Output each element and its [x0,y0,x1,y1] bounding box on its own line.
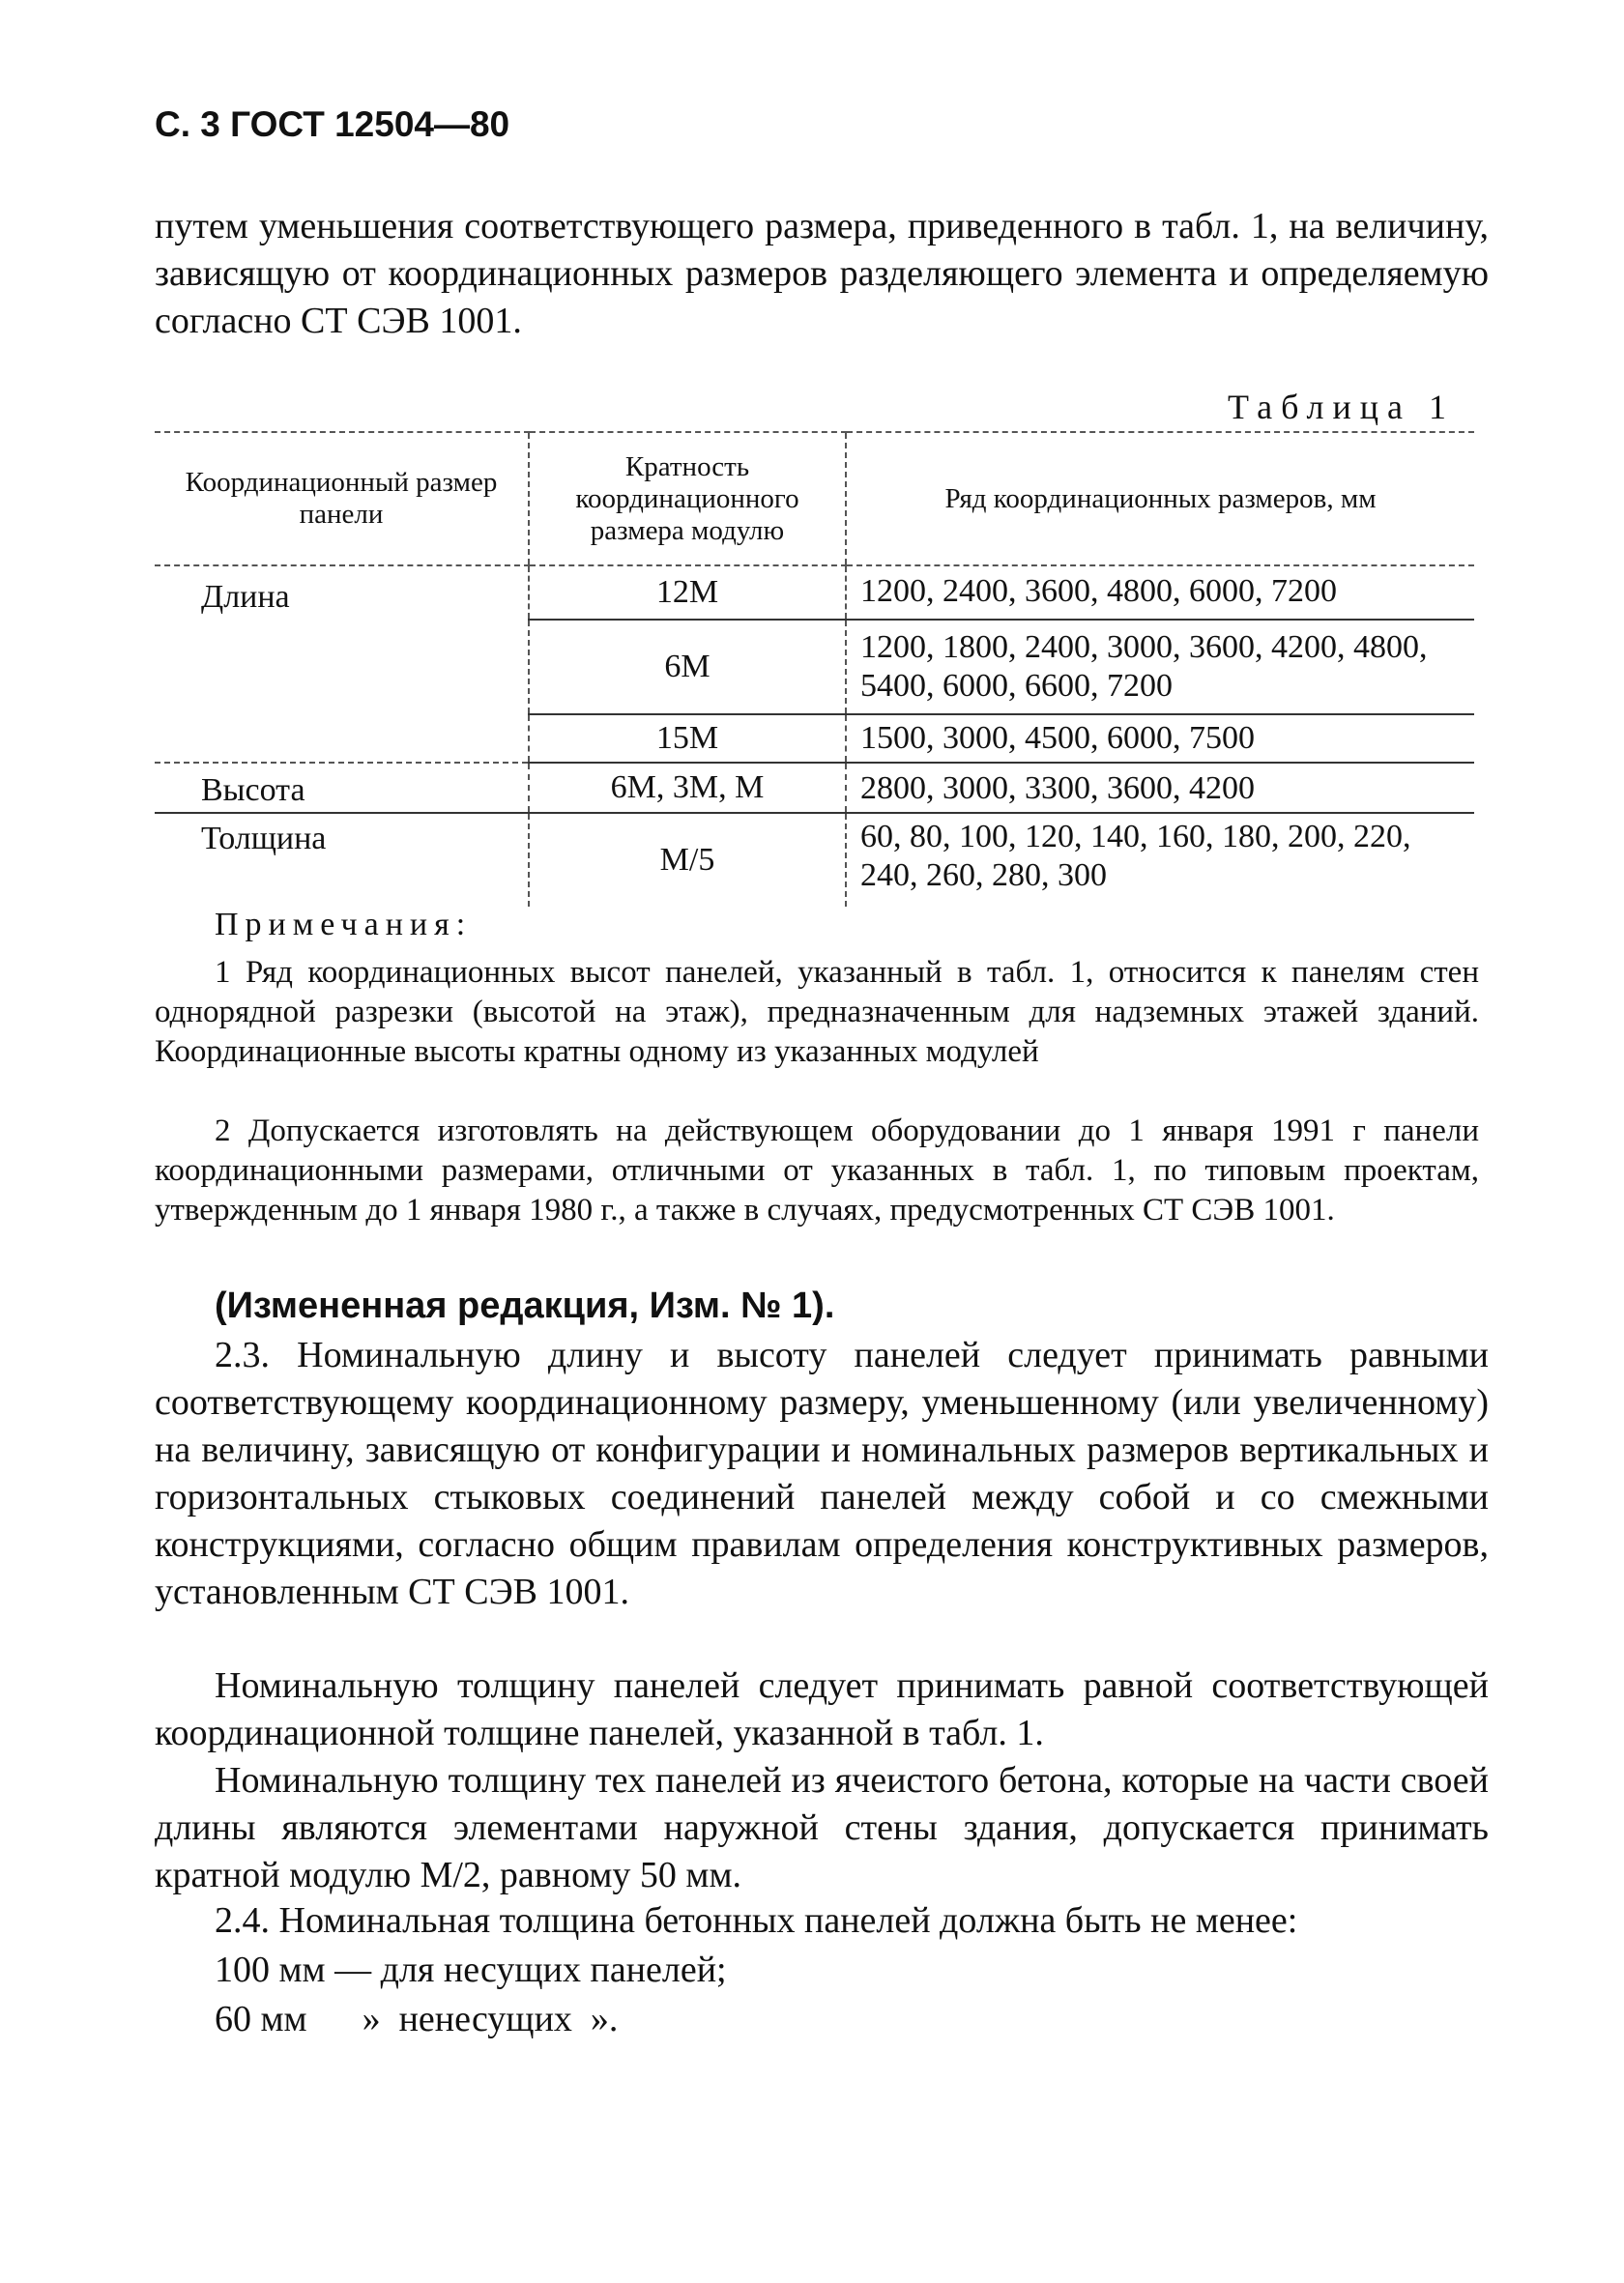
cell-values: 2800, 3000, 3300, 3600, 4200 [846,763,1474,813]
page-header: С. 3 ГОСТ 12504—80 [155,104,510,144]
paragraph-2-4: 2.4. Номинальная толщина бетонных панелей должна быть не менее: [215,1900,1298,1941]
cell-mult: 6М [529,620,846,714]
header-size-range: Ряд координационных размеров, мм [846,432,1474,565]
coordination-sizes-table [155,431,1474,907]
notes-title: Примечания: [215,907,473,942]
table-header-row [155,432,1474,565]
note-1: 1 Ряд координационных высот панелей, указанный в табл. 1, относится к панелям стен однорядной разрезки (высотой на этаж), предназначенным для надземных этажей зданий. Координационные высоты кратны одному из указанных модулей [155,955,1479,1069]
table-row [155,813,1474,907]
header-multiplicity: Кратность координационного размера модулю [529,432,846,565]
paragraph-2-3: 2.3. Номинальную длину и высоту панелей следует принимать равными соответствующему координационному размеру, уменьшенному (или увеличенному) на величину, зависящую от конфигурации и номинальных размеров вертикальных и горизонтальных стыковых соединений панелей между собой и со смежными конструкциями, согласно общим правилам определения конструктивных размеров, установленным СТ СЭВ 1001. [155,1335,1489,1612]
amendment-note: (Измененная редакция, Изм. № 1). [215,1286,835,1326]
paragraph-thickness: Номинальную толщину панелей следует принимать равной соответствующей координационной толщине панелей, указанной в табл. 1. [155,1665,1489,1753]
list-line-bearing: 100 мм — для несущих панелей; [215,1950,727,1990]
cell-values: 1200, 2400, 3600, 4800, 6000, 7200 [846,565,1474,620]
header-panel-size: Координационный размер панели [155,432,529,565]
cell-mult: М/5 [529,813,846,907]
intro-paragraph: путем уменьшения соответствующего размера, приведенного в табл. 1, на величину, зависящую от координационных размеров разделяющего элемента и определяемую согласно СТ СЭВ 1001. [155,206,1489,341]
cell-values: 60, 80, 100, 120, 140, 160, 180, 200, 220, 240, 260, 280, 300 [846,813,1474,907]
cell-param: Длина [201,579,290,615]
cell-mult: 15М [529,714,846,763]
paragraph-cellular-concrete: Номинальную толщину тех панелей из ячеистого бетона, которые на части своей длины являются элементами наружной стены здания, допускается принимать кратной модулю М/2, равному 50 мм. [155,1760,1489,1895]
cell-mult: 6М, 3М, М [529,763,846,813]
table-row [155,565,1474,620]
cell-values: 1200, 1800, 2400, 3000, 3600, 4200, 4800, 5400, 6000, 6600, 7200 [846,620,1474,714]
cell-mult: 12М [529,565,846,620]
note-2: 2 Допускается изготовлять на действующем оборудовании до 1 января 1991 г панели координационными размерами, отличными от указанных в табл. 1, по типовым проектам, утвержденным до 1 января 1980 г., а также в случаях, предусмотренных СТ СЭВ 1001. [155,1113,1479,1228]
cell-param: Высота [155,763,529,813]
cell-values: 1500, 3000, 4500, 6000, 7500 [846,714,1474,763]
table-caption: Таблица 1 [1228,388,1455,426]
list-line-non-bearing: 60 мм » ненесущих ». [215,1999,619,2039]
cell-param: Толщина [201,821,327,856]
table-row [155,763,1474,813]
